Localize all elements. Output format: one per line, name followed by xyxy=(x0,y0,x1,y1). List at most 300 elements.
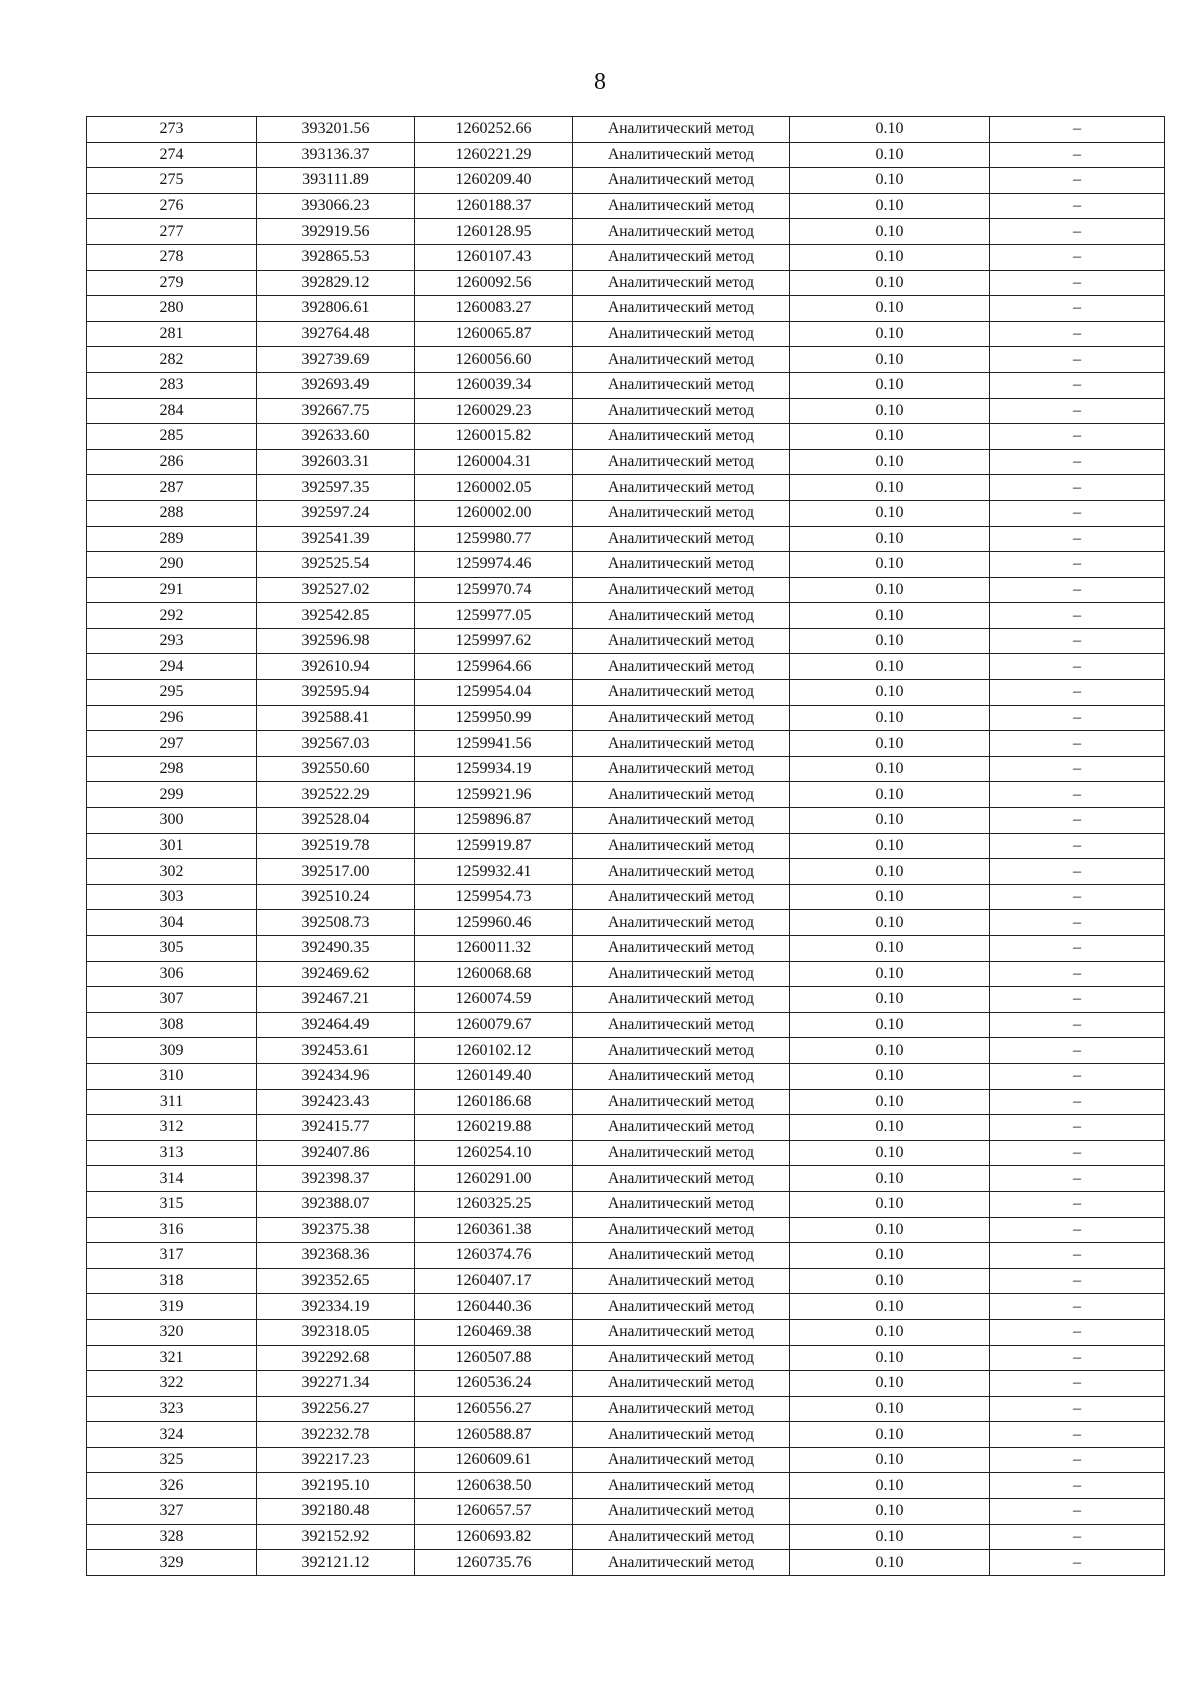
method-cell: Аналитический метод xyxy=(573,1191,790,1217)
method-cell: Аналитический метод xyxy=(573,1063,790,1089)
note-cell: – xyxy=(990,603,1165,629)
x-coordinate-cell: 392388.07 xyxy=(257,1191,415,1217)
accuracy-cell: 0.10 xyxy=(790,1345,990,1371)
method-cell: Аналитический метод xyxy=(573,526,790,552)
accuracy-cell: 0.10 xyxy=(790,1422,990,1448)
table-row xyxy=(87,705,1165,731)
method-cell: Аналитический метод xyxy=(573,1217,790,1243)
accuracy-cell: 0.10 xyxy=(790,1447,990,1473)
method-cell: Аналитический метод xyxy=(573,552,790,578)
accuracy-cell: 0.10 xyxy=(790,449,990,475)
method-cell: Аналитический метод xyxy=(573,500,790,526)
method-cell: Аналитический метод xyxy=(573,244,790,270)
note-cell: – xyxy=(990,1499,1165,1525)
note-cell: – xyxy=(990,424,1165,450)
note-cell: – xyxy=(990,910,1165,936)
table-row xyxy=(87,244,1165,270)
accuracy-cell: 0.10 xyxy=(790,1550,990,1576)
accuracy-cell: 0.10 xyxy=(790,142,990,168)
point-number-cell: 299 xyxy=(87,782,257,808)
y-coordinate-cell: 1260083.27 xyxy=(415,296,573,322)
accuracy-cell: 0.10 xyxy=(790,782,990,808)
point-number-cell: 324 xyxy=(87,1422,257,1448)
note-cell: – xyxy=(990,270,1165,296)
note-cell: – xyxy=(990,1012,1165,1038)
note-cell: – xyxy=(990,1524,1165,1550)
x-coordinate-cell: 392469.62 xyxy=(257,961,415,987)
y-coordinate-cell: 1260469.38 xyxy=(415,1319,573,1345)
x-coordinate-cell: 392550.60 xyxy=(257,756,415,782)
point-number-cell: 301 xyxy=(87,833,257,859)
table-row xyxy=(87,1473,1165,1499)
note-cell: – xyxy=(990,142,1165,168)
y-coordinate-cell: 1260657.57 xyxy=(415,1499,573,1525)
x-coordinate-cell: 392180.48 xyxy=(257,1499,415,1525)
x-coordinate-cell: 393136.37 xyxy=(257,142,415,168)
accuracy-cell: 0.10 xyxy=(790,654,990,680)
method-cell: Аналитический метод xyxy=(573,628,790,654)
accuracy-cell: 0.10 xyxy=(790,1268,990,1294)
table-row xyxy=(87,731,1165,757)
x-coordinate-cell: 392739.69 xyxy=(257,347,415,373)
method-cell: Аналитический метод xyxy=(573,1550,790,1576)
method-cell: Аналитический метод xyxy=(573,910,790,936)
accuracy-cell: 0.10 xyxy=(790,270,990,296)
y-coordinate-cell: 1260291.00 xyxy=(415,1166,573,1192)
note-cell: – xyxy=(990,296,1165,322)
point-number-cell: 283 xyxy=(87,372,257,398)
table-row xyxy=(87,680,1165,706)
accuracy-cell: 0.10 xyxy=(790,1294,990,1320)
y-coordinate-cell: 1260149.40 xyxy=(415,1063,573,1089)
note-cell: – xyxy=(990,1063,1165,1089)
x-coordinate-cell: 392256.27 xyxy=(257,1396,415,1422)
point-number-cell: 306 xyxy=(87,961,257,987)
method-cell: Аналитический метод xyxy=(573,296,790,322)
note-cell: – xyxy=(990,859,1165,885)
note-cell: – xyxy=(990,680,1165,706)
x-coordinate-cell: 392467.21 xyxy=(257,987,415,1013)
note-cell: – xyxy=(990,475,1165,501)
point-number-cell: 274 xyxy=(87,142,257,168)
point-number-cell: 286 xyxy=(87,449,257,475)
point-number-cell: 285 xyxy=(87,424,257,450)
point-number-cell: 291 xyxy=(87,577,257,603)
accuracy-cell: 0.10 xyxy=(790,372,990,398)
y-coordinate-cell: 1260609.61 xyxy=(415,1447,573,1473)
table-row xyxy=(87,117,1165,143)
accuracy-cell: 0.10 xyxy=(790,219,990,245)
method-cell: Аналитический метод xyxy=(573,1243,790,1269)
method-cell: Аналитический метод xyxy=(573,1268,790,1294)
method-cell: Аналитический метод xyxy=(573,731,790,757)
accuracy-cell: 0.10 xyxy=(790,884,990,910)
table-row xyxy=(87,296,1165,322)
table-row xyxy=(87,577,1165,603)
method-cell: Аналитический метод xyxy=(573,782,790,808)
note-cell: – xyxy=(990,1319,1165,1345)
method-cell: Аналитический метод xyxy=(573,1166,790,1192)
table-row xyxy=(87,1243,1165,1269)
x-coordinate-cell: 392865.53 xyxy=(257,244,415,270)
table-row xyxy=(87,808,1165,834)
x-coordinate-cell: 392528.04 xyxy=(257,808,415,834)
method-cell: Аналитический метод xyxy=(573,1115,790,1141)
x-coordinate-cell: 392508.73 xyxy=(257,910,415,936)
accuracy-cell: 0.10 xyxy=(790,193,990,219)
method-cell: Аналитический метод xyxy=(573,1499,790,1525)
method-cell: Аналитический метод xyxy=(573,961,790,987)
accuracy-cell: 0.10 xyxy=(790,833,990,859)
method-cell: Аналитический метод xyxy=(573,756,790,782)
note-cell: – xyxy=(990,1140,1165,1166)
y-coordinate-cell: 1260128.95 xyxy=(415,219,573,245)
x-coordinate-cell: 392588.41 xyxy=(257,705,415,731)
method-cell: Аналитический метод xyxy=(573,1089,790,1115)
table-row xyxy=(87,756,1165,782)
note-cell: – xyxy=(990,1447,1165,1473)
note-cell: – xyxy=(990,552,1165,578)
coordinates-table xyxy=(86,116,1165,1576)
point-number-cell: 322 xyxy=(87,1371,257,1397)
y-coordinate-cell: 1260065.87 xyxy=(415,321,573,347)
note-cell: – xyxy=(990,1473,1165,1499)
y-coordinate-cell: 1260735.76 xyxy=(415,1550,573,1576)
x-coordinate-cell: 392525.54 xyxy=(257,552,415,578)
x-coordinate-cell: 392407.86 xyxy=(257,1140,415,1166)
x-coordinate-cell: 392764.48 xyxy=(257,321,415,347)
point-number-cell: 303 xyxy=(87,884,257,910)
accuracy-cell: 0.10 xyxy=(790,1473,990,1499)
y-coordinate-cell: 1260074.59 xyxy=(415,987,573,1013)
note-cell: – xyxy=(990,884,1165,910)
accuracy-cell: 0.10 xyxy=(790,1217,990,1243)
point-number-cell: 312 xyxy=(87,1115,257,1141)
point-number-cell: 317 xyxy=(87,1243,257,1269)
accuracy-cell: 0.10 xyxy=(790,500,990,526)
y-coordinate-cell: 1260507.88 xyxy=(415,1345,573,1371)
point-number-cell: 280 xyxy=(87,296,257,322)
table-row xyxy=(87,398,1165,424)
note-cell: – xyxy=(990,1294,1165,1320)
accuracy-cell: 0.10 xyxy=(790,475,990,501)
table-row xyxy=(87,500,1165,526)
point-number-cell: 282 xyxy=(87,347,257,373)
y-coordinate-cell: 1259997.62 xyxy=(415,628,573,654)
table-row xyxy=(87,270,1165,296)
method-cell: Аналитический метод xyxy=(573,1422,790,1448)
x-coordinate-cell: 392597.35 xyxy=(257,475,415,501)
accuracy-cell: 0.10 xyxy=(790,961,990,987)
note-cell: – xyxy=(990,961,1165,987)
accuracy-cell: 0.10 xyxy=(790,1166,990,1192)
accuracy-cell: 0.10 xyxy=(790,756,990,782)
table-row xyxy=(87,884,1165,910)
y-coordinate-cell: 1260079.67 xyxy=(415,1012,573,1038)
x-coordinate-cell: 392510.24 xyxy=(257,884,415,910)
accuracy-cell: 0.10 xyxy=(790,321,990,347)
point-number-cell: 295 xyxy=(87,680,257,706)
note-cell: – xyxy=(990,1268,1165,1294)
table-row xyxy=(87,1499,1165,1525)
y-coordinate-cell: 1259977.05 xyxy=(415,603,573,629)
accuracy-cell: 0.10 xyxy=(790,808,990,834)
note-cell: – xyxy=(990,1038,1165,1064)
method-cell: Аналитический метод xyxy=(573,1447,790,1473)
x-coordinate-cell: 392806.61 xyxy=(257,296,415,322)
note-cell: – xyxy=(990,987,1165,1013)
table-row xyxy=(87,1115,1165,1141)
point-number-cell: 297 xyxy=(87,731,257,757)
note-cell: – xyxy=(990,577,1165,603)
table-row xyxy=(87,1089,1165,1115)
x-coordinate-cell: 392542.85 xyxy=(257,603,415,629)
note-cell: – xyxy=(990,347,1165,373)
note-cell: – xyxy=(990,654,1165,680)
note-cell: – xyxy=(990,1422,1165,1448)
note-cell: – xyxy=(990,244,1165,270)
table-row xyxy=(87,552,1165,578)
point-number-cell: 329 xyxy=(87,1550,257,1576)
y-coordinate-cell: 1259941.56 xyxy=(415,731,573,757)
y-coordinate-cell: 1260029.23 xyxy=(415,398,573,424)
method-cell: Аналитический метод xyxy=(573,833,790,859)
y-coordinate-cell: 1260556.27 xyxy=(415,1396,573,1422)
y-coordinate-cell: 1260325.25 xyxy=(415,1191,573,1217)
point-number-cell: 319 xyxy=(87,1294,257,1320)
y-coordinate-cell: 1259896.87 xyxy=(415,808,573,834)
table-row xyxy=(87,1345,1165,1371)
point-number-cell: 302 xyxy=(87,859,257,885)
accuracy-cell: 0.10 xyxy=(790,680,990,706)
method-cell: Аналитический метод xyxy=(573,603,790,629)
note-cell: – xyxy=(990,321,1165,347)
point-number-cell: 273 xyxy=(87,117,257,143)
x-coordinate-cell: 392693.49 xyxy=(257,372,415,398)
note-cell: – xyxy=(990,449,1165,475)
y-coordinate-cell: 1260004.31 xyxy=(415,449,573,475)
x-coordinate-cell: 392232.78 xyxy=(257,1422,415,1448)
point-number-cell: 323 xyxy=(87,1396,257,1422)
y-coordinate-cell: 1260638.50 xyxy=(415,1473,573,1499)
y-coordinate-cell: 1260102.12 xyxy=(415,1038,573,1064)
y-coordinate-cell: 1260407.17 xyxy=(415,1268,573,1294)
note-cell: – xyxy=(990,756,1165,782)
x-coordinate-cell: 392596.98 xyxy=(257,628,415,654)
method-cell: Аналитический метод xyxy=(573,705,790,731)
table-row xyxy=(87,1166,1165,1192)
point-number-cell: 275 xyxy=(87,168,257,194)
table-row xyxy=(87,219,1165,245)
x-coordinate-cell: 392633.60 xyxy=(257,424,415,450)
note-cell: – xyxy=(990,705,1165,731)
point-number-cell: 328 xyxy=(87,1524,257,1550)
note-cell: – xyxy=(990,1217,1165,1243)
note-cell: – xyxy=(990,808,1165,834)
method-cell: Аналитический метод xyxy=(573,270,790,296)
accuracy-cell: 0.10 xyxy=(790,1089,990,1115)
table-row xyxy=(87,1294,1165,1320)
x-coordinate-cell: 392318.05 xyxy=(257,1319,415,1345)
point-number-cell: 321 xyxy=(87,1345,257,1371)
x-coordinate-cell: 392368.36 xyxy=(257,1243,415,1269)
point-number-cell: 327 xyxy=(87,1499,257,1525)
table-row xyxy=(87,1422,1165,1448)
y-coordinate-cell: 1260092.56 xyxy=(415,270,573,296)
point-number-cell: 313 xyxy=(87,1140,257,1166)
table-row xyxy=(87,987,1165,1013)
y-coordinate-cell: 1260209.40 xyxy=(415,168,573,194)
x-coordinate-cell: 392541.39 xyxy=(257,526,415,552)
y-coordinate-cell: 1260002.00 xyxy=(415,500,573,526)
note-cell: – xyxy=(990,219,1165,245)
table-row xyxy=(87,1319,1165,1345)
accuracy-cell: 0.10 xyxy=(790,117,990,143)
method-cell: Аналитический метод xyxy=(573,1038,790,1064)
accuracy-cell: 0.10 xyxy=(790,1319,990,1345)
x-coordinate-cell: 392375.38 xyxy=(257,1217,415,1243)
y-coordinate-cell: 1259921.96 xyxy=(415,782,573,808)
table-row xyxy=(87,142,1165,168)
point-number-cell: 310 xyxy=(87,1063,257,1089)
note-cell: – xyxy=(990,526,1165,552)
accuracy-cell: 0.10 xyxy=(790,168,990,194)
accuracy-cell: 0.10 xyxy=(790,705,990,731)
point-number-cell: 314 xyxy=(87,1166,257,1192)
method-cell: Аналитический метод xyxy=(573,398,790,424)
x-coordinate-cell: 392334.19 xyxy=(257,1294,415,1320)
y-coordinate-cell: 1260011.32 xyxy=(415,936,573,962)
table-row xyxy=(87,1396,1165,1422)
table-row xyxy=(87,628,1165,654)
x-coordinate-cell: 392464.49 xyxy=(257,1012,415,1038)
y-coordinate-cell: 1260186.68 xyxy=(415,1089,573,1115)
accuracy-cell: 0.10 xyxy=(790,859,990,885)
y-coordinate-cell: 1260440.36 xyxy=(415,1294,573,1320)
accuracy-cell: 0.10 xyxy=(790,296,990,322)
method-cell: Аналитический метод xyxy=(573,321,790,347)
x-coordinate-cell: 392292.68 xyxy=(257,1345,415,1371)
method-cell: Аналитический метод xyxy=(573,1396,790,1422)
point-number-cell: 309 xyxy=(87,1038,257,1064)
y-coordinate-cell: 1260374.76 xyxy=(415,1243,573,1269)
table-row xyxy=(87,424,1165,450)
note-cell: – xyxy=(990,1396,1165,1422)
method-cell: Аналитический метод xyxy=(573,1473,790,1499)
accuracy-cell: 0.10 xyxy=(790,1063,990,1089)
note-cell: – xyxy=(990,398,1165,424)
y-coordinate-cell: 1260252.66 xyxy=(415,117,573,143)
method-cell: Аналитический метод xyxy=(573,1140,790,1166)
point-number-cell: 325 xyxy=(87,1447,257,1473)
accuracy-cell: 0.10 xyxy=(790,552,990,578)
point-number-cell: 304 xyxy=(87,910,257,936)
point-number-cell: 292 xyxy=(87,603,257,629)
point-number-cell: 318 xyxy=(87,1268,257,1294)
page-number: 8 xyxy=(594,69,606,95)
x-coordinate-cell: 393066.23 xyxy=(257,193,415,219)
table-row xyxy=(87,1063,1165,1089)
point-number-cell: 289 xyxy=(87,526,257,552)
method-cell: Аналитический метод xyxy=(573,654,790,680)
method-cell: Аналитический метод xyxy=(573,449,790,475)
x-coordinate-cell: 392527.02 xyxy=(257,577,415,603)
point-number-cell: 284 xyxy=(87,398,257,424)
table-row xyxy=(87,1371,1165,1397)
table-row xyxy=(87,1447,1165,1473)
accuracy-cell: 0.10 xyxy=(790,1140,990,1166)
x-coordinate-cell: 392217.23 xyxy=(257,1447,415,1473)
note-cell: – xyxy=(990,193,1165,219)
note-cell: – xyxy=(990,500,1165,526)
table-row xyxy=(87,1550,1165,1576)
point-number-cell: 307 xyxy=(87,987,257,1013)
accuracy-cell: 0.10 xyxy=(790,603,990,629)
accuracy-cell: 0.10 xyxy=(790,731,990,757)
accuracy-cell: 0.10 xyxy=(790,1038,990,1064)
table-row xyxy=(87,1268,1165,1294)
accuracy-cell: 0.10 xyxy=(790,244,990,270)
method-cell: Аналитический метод xyxy=(573,142,790,168)
point-number-cell: 315 xyxy=(87,1191,257,1217)
y-coordinate-cell: 1259960.46 xyxy=(415,910,573,936)
method-cell: Аналитический метод xyxy=(573,884,790,910)
y-coordinate-cell: 1259964.66 xyxy=(415,654,573,680)
note-cell: – xyxy=(990,117,1165,143)
x-coordinate-cell: 392121.12 xyxy=(257,1550,415,1576)
method-cell: Аналитический метод xyxy=(573,219,790,245)
accuracy-cell: 0.10 xyxy=(790,1371,990,1397)
y-coordinate-cell: 1260254.10 xyxy=(415,1140,573,1166)
x-coordinate-cell: 392597.24 xyxy=(257,500,415,526)
accuracy-cell: 0.10 xyxy=(790,526,990,552)
method-cell: Аналитический метод xyxy=(573,808,790,834)
point-number-cell: 308 xyxy=(87,1012,257,1038)
note-cell: – xyxy=(990,628,1165,654)
accuracy-cell: 0.10 xyxy=(790,910,990,936)
accuracy-cell: 0.10 xyxy=(790,577,990,603)
note-cell: – xyxy=(990,168,1165,194)
point-number-cell: 326 xyxy=(87,1473,257,1499)
y-coordinate-cell: 1259974.46 xyxy=(415,552,573,578)
point-number-cell: 294 xyxy=(87,654,257,680)
x-coordinate-cell: 392423.43 xyxy=(257,1089,415,1115)
method-cell: Аналитический метод xyxy=(573,168,790,194)
x-coordinate-cell: 392519.78 xyxy=(257,833,415,859)
method-cell: Аналитический метод xyxy=(573,1345,790,1371)
x-coordinate-cell: 392919.56 xyxy=(257,219,415,245)
table-row xyxy=(87,1191,1165,1217)
point-number-cell: 305 xyxy=(87,936,257,962)
note-cell: – xyxy=(990,1371,1165,1397)
y-coordinate-cell: 1260588.87 xyxy=(415,1422,573,1448)
method-cell: Аналитический метод xyxy=(573,1524,790,1550)
accuracy-cell: 0.10 xyxy=(790,1115,990,1141)
coordinates-table-body xyxy=(87,117,1165,1576)
x-coordinate-cell: 392667.75 xyxy=(257,398,415,424)
y-coordinate-cell: 1259954.73 xyxy=(415,884,573,910)
method-cell: Аналитический метод xyxy=(573,424,790,450)
point-number-cell: 279 xyxy=(87,270,257,296)
method-cell: Аналитический метод xyxy=(573,1012,790,1038)
y-coordinate-cell: 1260361.38 xyxy=(415,1217,573,1243)
point-number-cell: 290 xyxy=(87,552,257,578)
y-coordinate-cell: 1259932.41 xyxy=(415,859,573,885)
x-coordinate-cell: 392610.94 xyxy=(257,654,415,680)
table-row xyxy=(87,910,1165,936)
accuracy-cell: 0.10 xyxy=(790,398,990,424)
point-number-cell: 288 xyxy=(87,500,257,526)
